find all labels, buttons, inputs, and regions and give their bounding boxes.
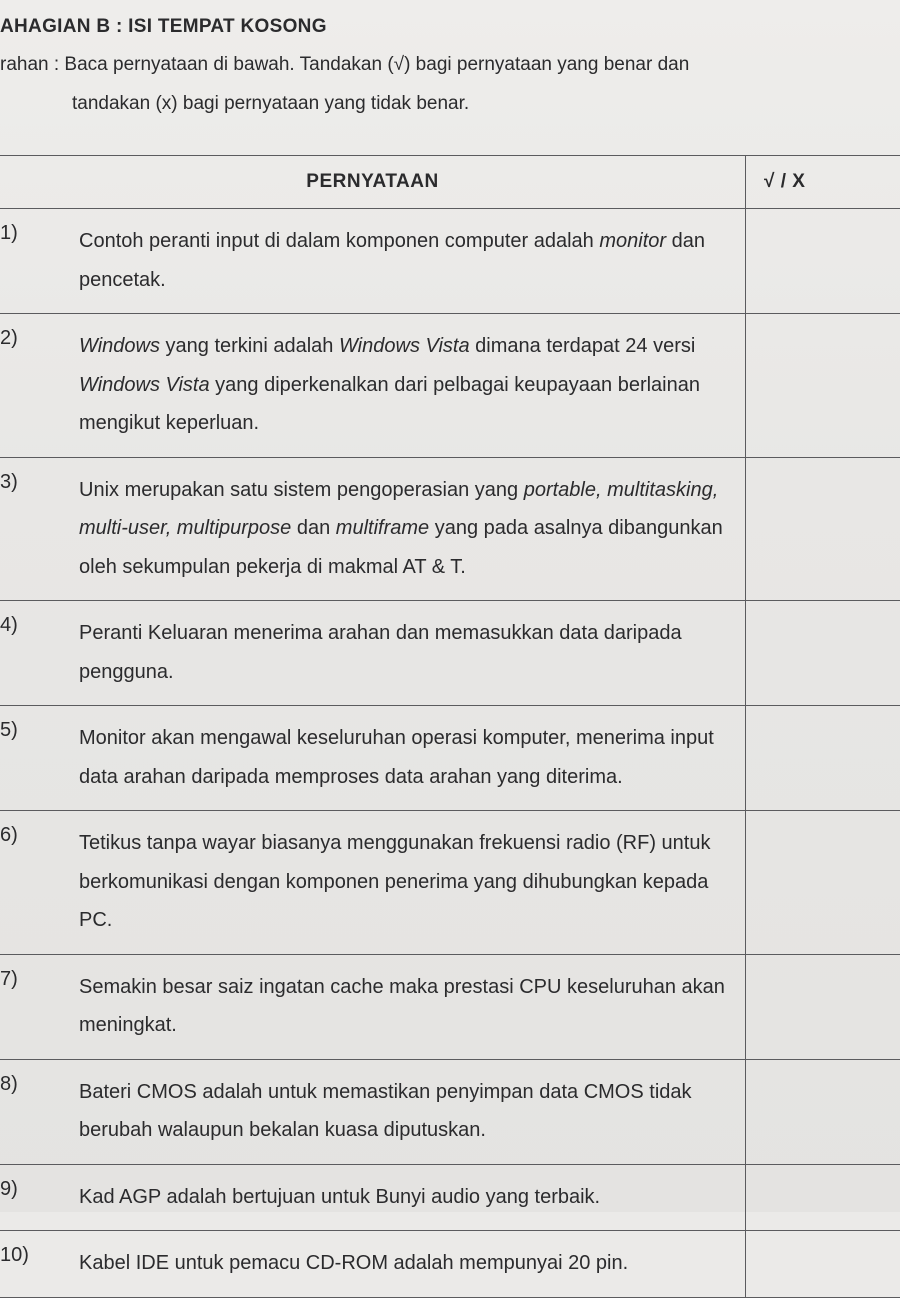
table-row	[0, 1059, 900, 1164]
statement-cell	[0, 954, 746, 1059]
table-row	[0, 314, 900, 458]
column-header-tick-cross: √ / X	[746, 156, 900, 209]
statement-cell	[0, 314, 746, 458]
answer-tick-cell[interactable]	[746, 1164, 900, 1231]
statement-fragment: dan	[291, 517, 335, 539]
table-row	[0, 811, 900, 955]
column-header-statement: PERNYATAAN	[0, 156, 746, 209]
answer-tick-cell[interactable]	[746, 811, 900, 955]
statement-italic-term: Windows Vista	[339, 335, 470, 357]
statement-number: 7)	[0, 968, 18, 991]
statement-number: 5)	[0, 719, 18, 742]
statement-cell	[0, 1164, 746, 1231]
table-header-row	[0, 156, 900, 209]
statement-cell	[0, 457, 746, 601]
statement-fragment: Unix merupakan satu sistem pengoperasian yang	[79, 479, 524, 501]
statement-fragment: Kad AGP adalah bertujuan untuk Bunyi audio yang terbaik.	[79, 1186, 600, 1208]
statement-italic-term: Windows	[79, 335, 160, 357]
statement-cell	[0, 1231, 746, 1298]
statement-text	[79, 1165, 745, 1231]
statement-number: 10)	[0, 1244, 29, 1267]
statement-fragment: dan pencetak.	[79, 230, 705, 291]
statement-fragment: Bateri CMOS adalah untuk memastikan penyimpan data CMOS tidak berubah walaupun bekalan kuasa diputuskan.	[79, 1081, 692, 1142]
statement-fragment: yang pada asalnya dibangunkan oleh sekumpulan pekerja di makmal AT & T.	[79, 517, 723, 578]
table-row	[0, 1164, 900, 1231]
statement-italic-term: portable, multitasking, multi-user, multipurpose	[79, 479, 718, 540]
instruction-line-2: tandakan (x) bagi pernyataan yang tidak benar.	[72, 93, 469, 115]
statement-table	[0, 155, 900, 1298]
statement-cell	[0, 209, 746, 314]
statement-cell	[0, 811, 746, 955]
statement-number: 3)	[0, 471, 18, 494]
statement-text	[79, 209, 745, 313]
statement-fragment: dimana terdapat 24 versi	[470, 335, 696, 357]
answer-tick-cell[interactable]	[746, 457, 900, 601]
statement-fragment: Semakin besar saiz ingatan cache maka prestasi CPU keseluruhan akan meningkat.	[79, 976, 725, 1037]
section-title: AHAGIAN B : ISI TEMPAT KOSONG	[0, 16, 327, 38]
statement-text	[79, 1060, 745, 1164]
statement-number: 4)	[0, 614, 18, 637]
statement-italic-term: monitor	[599, 230, 666, 252]
answer-tick-cell[interactable]	[746, 954, 900, 1059]
statement-number: 2)	[0, 327, 18, 350]
statement-text	[79, 601, 745, 705]
statement-cell	[0, 706, 746, 811]
statement-fragment: Peranti Keluaran menerima arahan dan memasukkan data daripada pengguna.	[79, 622, 682, 683]
statement-cell	[0, 601, 746, 706]
statement-number: 6)	[0, 824, 18, 847]
statement-text	[79, 955, 745, 1059]
answer-tick-cell[interactable]	[746, 1231, 900, 1298]
statement-text	[79, 1231, 745, 1297]
statement-rows	[0, 209, 900, 1298]
table-row	[0, 706, 900, 811]
statement-italic-term: Windows Vista	[79, 374, 210, 396]
statement-text	[79, 458, 745, 601]
statement-number: 1)	[0, 222, 18, 245]
statement-text	[79, 811, 745, 954]
table-row	[0, 209, 900, 314]
statement-fragment: Tetikus tanpa wayar biasanya menggunakan frekuensi radio (RF) untuk berkomunikasi dengan komponen penerima yang dihubungkan kepada PC.	[79, 832, 710, 931]
statement-italic-term: multiframe	[336, 517, 429, 539]
statement-fragment: Kabel IDE untuk pemacu CD-ROM adalah mempunyai 20 pin.	[79, 1252, 628, 1274]
statement-fragment: yang terkini adalah	[160, 335, 339, 357]
statement-fragment: yang diperkenalkan dari pelbagai keupayaan berlainan mengikut keperluan.	[79, 374, 700, 435]
instruction-line-1: rahan : Baca pernyataan di bawah. Tandakan (√) bagi pernyataan yang benar dan	[0, 54, 689, 76]
statement-fragment: Monitor akan mengawal keseluruhan operasi komputer, menerima input data arahan daripada memproses data arahan yang diterima.	[79, 727, 714, 788]
table-row	[0, 601, 900, 706]
answer-tick-cell[interactable]	[746, 706, 900, 811]
statement-number: 8)	[0, 1073, 18, 1096]
statement-fragment: Contoh peranti input di dalam komponen computer adalah	[79, 230, 599, 252]
table-row	[0, 457, 900, 601]
table-row	[0, 954, 900, 1059]
answer-tick-cell[interactable]	[746, 314, 900, 458]
table-row	[0, 1231, 900, 1298]
answer-tick-cell[interactable]	[746, 1059, 900, 1164]
answer-tick-cell[interactable]	[746, 209, 900, 314]
statement-text	[79, 706, 745, 810]
answer-tick-cell[interactable]	[746, 601, 900, 706]
statement-cell	[0, 1059, 746, 1164]
statement-text	[79, 314, 745, 457]
statement-number: 9)	[0, 1178, 18, 1201]
